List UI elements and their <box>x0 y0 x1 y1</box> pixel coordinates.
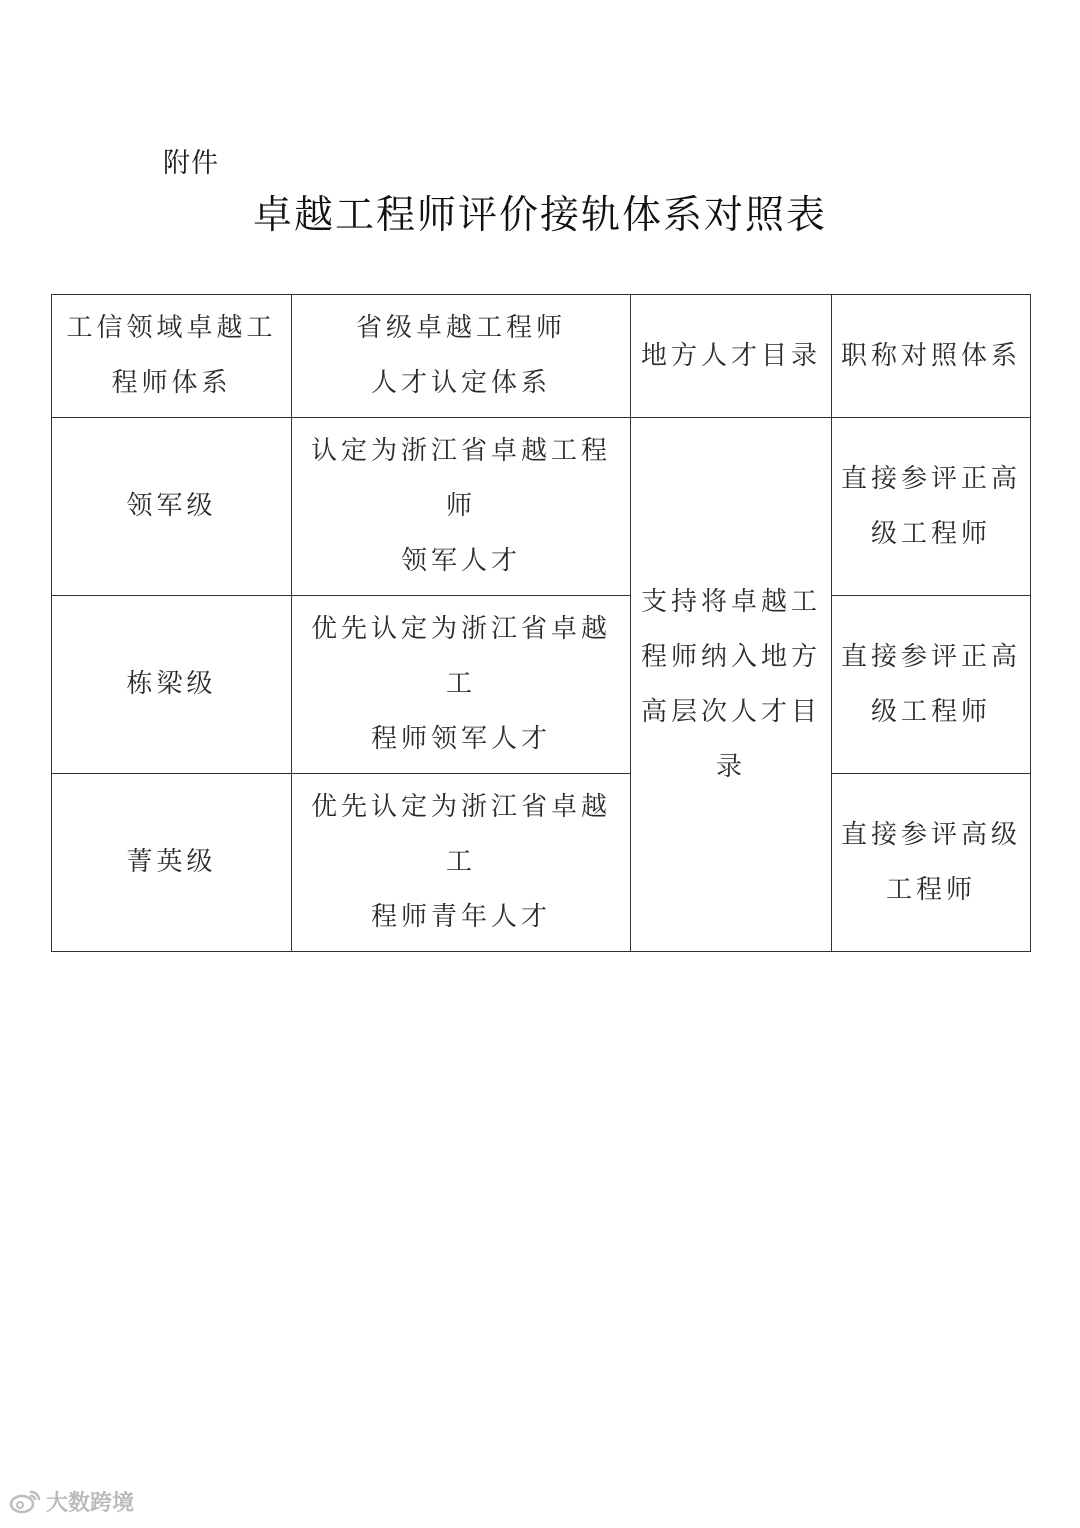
level-cell: 领军级 <box>52 418 292 596</box>
weibo-logo-icon <box>8 1488 42 1514</box>
comparison-table <box>51 294 1031 952</box>
watermark-text: 大数跨境 <box>46 1490 135 1516</box>
provincial-cell: 优先认定为浙江省卓越工 程师青年人才 <box>292 774 631 952</box>
provincial-cell: 优先认定为浙江省卓越工 程师领军人才 <box>292 596 631 774</box>
table-row <box>52 418 1031 596</box>
level-cell: 菁英级 <box>52 774 292 952</box>
header-cell-industry-system: 工信领域卓越工 程师体系 <box>52 295 292 418</box>
table-header-row <box>52 295 1031 418</box>
attachment-label: 附件 <box>163 148 219 179</box>
title-system-cell: 直接参评高级 工程师 <box>832 774 1031 952</box>
table-row <box>52 774 1031 952</box>
document-title: 卓越工程师评价接轨体系对照表 <box>252 193 827 238</box>
title-system-cell: 直接参评正高 级工程师 <box>832 418 1031 596</box>
local-catalog-cell: 支持将卓越工 程师纳入地方 高层次人才目 录 <box>631 418 832 952</box>
header-cell-provincial-system: 省级卓越工程师 人才认定体系 <box>292 295 631 418</box>
title-system-cell: 直接参评正高 级工程师 <box>832 596 1031 774</box>
header-cell-title-system: 职称对照体系 <box>832 295 1031 418</box>
table-row <box>52 596 1031 774</box>
watermark <box>8 1486 134 1516</box>
level-cell: 栋梁级 <box>52 596 292 774</box>
header-cell-local-catalog: 地方人才目录 <box>631 295 832 418</box>
provincial-cell: 认定为浙江省卓越工程师 领军人才 <box>292 418 631 596</box>
